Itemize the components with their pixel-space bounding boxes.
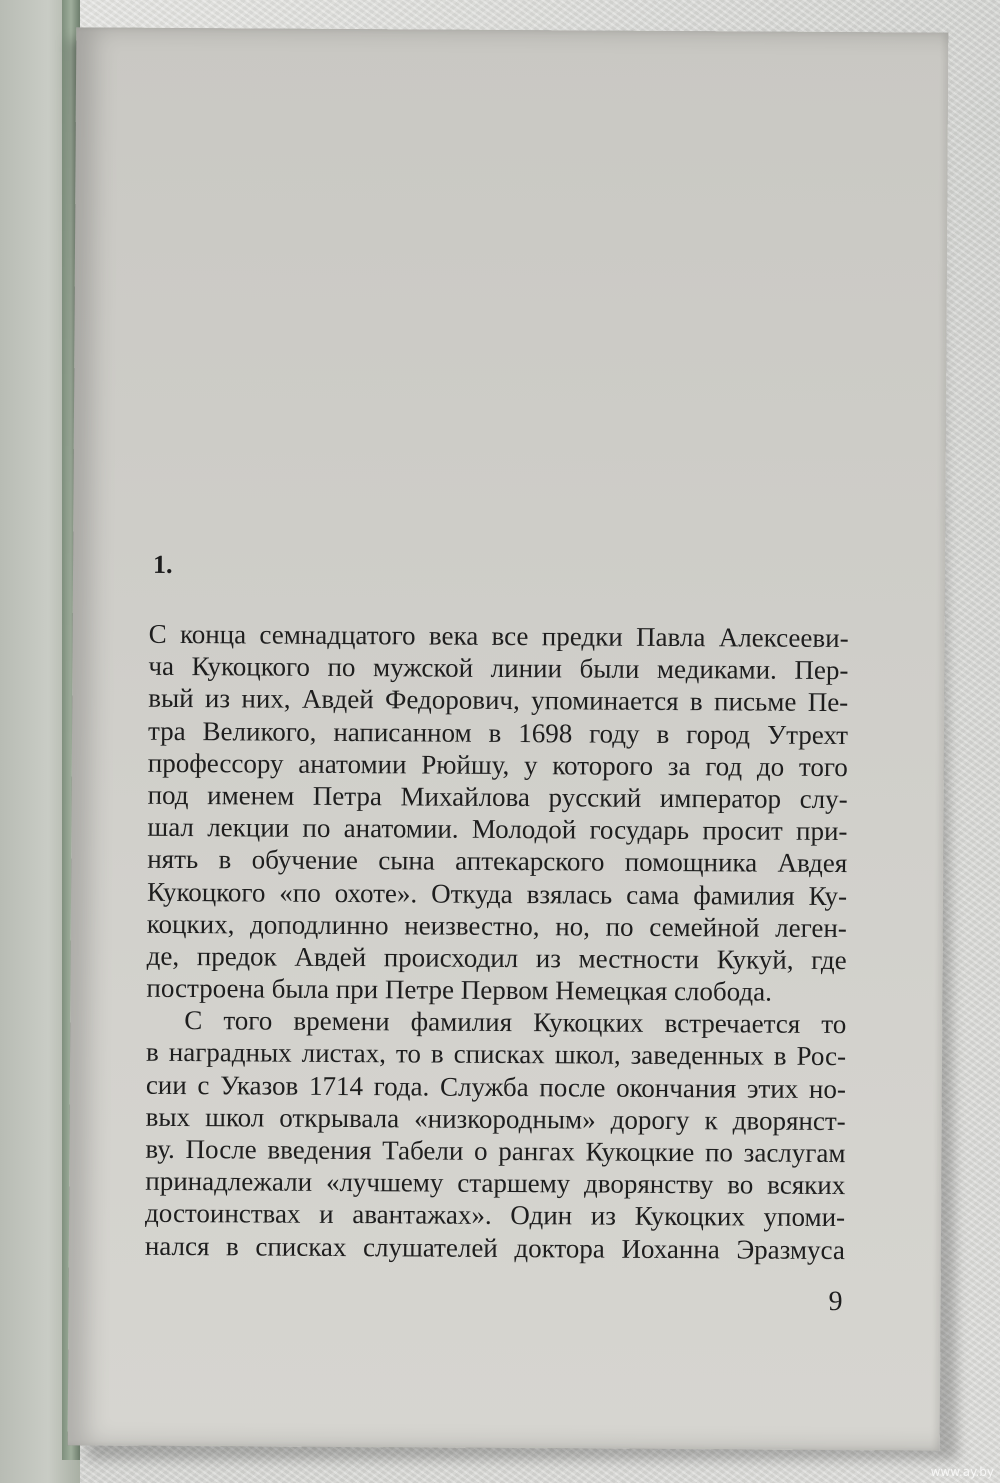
text-line: построена была при Петре Первом Немецкая слобода.	[146, 972, 772, 1007]
text-line: принадлежали «лучшему старшему дворянству во всяких	[145, 1165, 846, 1201]
text-line: нался в списках слушателей доктора Иоханна Эразмуса	[144, 1230, 845, 1265]
chapter-number: 1.	[152, 549, 173, 579]
text-line: вых школ открывала «низкородным» дорогу к дворянст-	[145, 1101, 846, 1136]
text-line: де, предок Авдей происходил из местности Кукуй, где	[146, 940, 847, 975]
text-line: в наградных листах, то в списках школ, заведенных в Рос-	[145, 1037, 847, 1072]
text-line: ча Кукоцкого по мужской линии были медиками. Пер-	[148, 650, 849, 686]
book-page	[68, 27, 949, 1450]
text-line: С конца семнадцатого века все предки Павла Алексееви-	[148, 618, 849, 654]
text-line: С того времени фамилия Кукоцких встречается то	[184, 1005, 847, 1040]
text-line: под именем Петра Михайлова русский император слу-	[147, 779, 848, 815]
text-line: профессору анатомии Рюйшу, у которого за год до того	[147, 747, 848, 782]
watermark: www.ay.by	[930, 1465, 994, 1479]
text-line: Кукоцкого «по охоте». Откуда взялась сама фамилия Ку-	[146, 876, 848, 911]
text-line: ву. После введения Табели о рангах Кукоцкие по заслугам	[145, 1133, 846, 1169]
text-line: нять в обучение сына аптекарского помощника Авдея	[147, 844, 848, 879]
text-line: вый из них, Авдей Федорович, упоминается в письме Пе-	[148, 683, 849, 718]
body-text	[145, 618, 849, 1266]
page-number: 9	[828, 1285, 843, 1318]
text-line: сии с Указов 1714 года. Служба после окончания этих но-	[145, 1069, 846, 1104]
text-line: тра Великого, написанном в 1698 году в город Утрехт	[147, 715, 849, 750]
text-line: достоинствах и авантажах». Один из Кукоцких упоми-	[145, 1198, 846, 1233]
text-line: коцких, доподлинно неизвестно, но, по семейной леген-	[146, 908, 847, 943]
text-line: шал лекции по анатомии. Молодой государь просит при-	[147, 811, 848, 847]
